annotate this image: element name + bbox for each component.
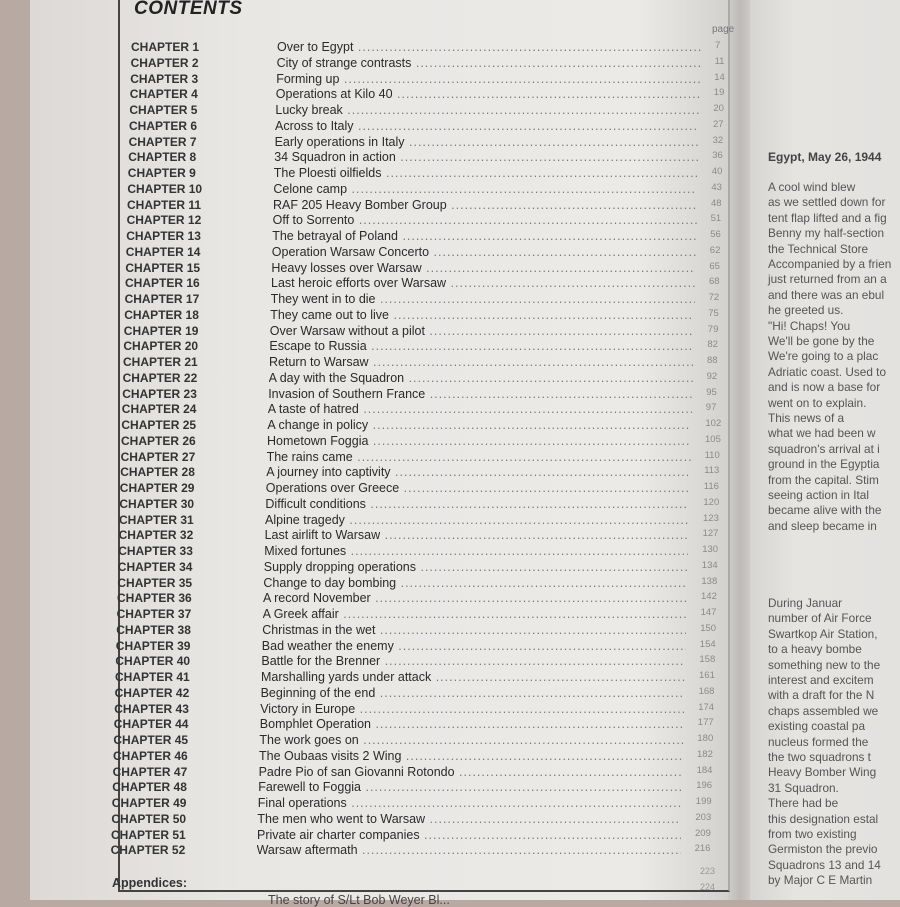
chapter-title: A change in policy ..... [267,418,691,432]
body-text-line: "Hi! Chaps! You [768,318,851,333]
body-text-line: by Major C E Martin [768,873,873,888]
chapter-title: 34 Squadron in action ..... [274,150,698,164]
body-text-line: from two existing [768,827,857,841]
chapter-label: CHAPTER 21 [123,355,198,369]
chapter-label: CHAPTER 45 [113,733,189,747]
chapter-page: 120 [703,496,720,508]
chapter-page: 158 [699,654,716,666]
toc-row [116,639,716,655]
chapter-page: 127 [702,528,719,540]
toc-row [120,481,720,497]
chapter-label: CHAPTER 22 [122,370,198,385]
appendix-page: 224 [700,882,716,892]
page-column-header: page [712,24,735,35]
chapter-page: 32 [712,134,724,146]
toc-row [112,780,712,796]
body-text-line: this designation estal [768,811,879,826]
chapter-label: CHAPTER 5 [129,103,198,117]
chapter-page: 19 [713,87,725,99]
toc-row [127,213,727,229]
toc-row [120,465,720,481]
toc-row [129,103,729,119]
toc-row [118,544,718,560]
chapter-label: CHAPTER 7 [128,134,197,149]
toc-row [124,308,724,324]
chapter-title: Farewell to Foggia ..... [258,780,682,794]
toc-row [117,576,717,592]
chapter-label: CHAPTER 51 [111,827,186,842]
chapter-label: CHAPTER 50 [111,811,187,826]
chapter-page: 27 [713,118,724,130]
body-text-line: We're going to a plac [768,349,879,364]
toc-row [123,339,723,355]
chapter-page: 102 [705,418,722,429]
chapter-title: Victory in Europe ..... [260,702,684,716]
toc-row [130,72,730,88]
chapter-title: Invasion of Southern France ..... [268,387,692,401]
toc-row [121,418,721,434]
body-text-line: seeing action in Ital [768,488,869,502]
toc-row [126,229,726,245]
chapter-title: Alpine tragedy ..... [265,513,689,527]
chapter-label: CHAPTER 39 [115,638,191,653]
chapter-page: 97 [705,402,717,414]
chapter-page: 113 [704,465,720,477]
chapter-label: CHAPTER 29 [119,481,195,495]
chapter-title: Over to Egypt ..... [277,40,701,54]
chapter-page: 150 [700,622,717,634]
chapter-page: 72 [708,292,720,303]
contents-heading: CONTENTS [134,0,243,19]
chapter-label: CHAPTER 8 [128,150,197,165]
body-text-line: to a heavy bombe [768,642,862,657]
toc-row [114,717,714,733]
chapter-label: CHAPTER 3 [130,71,199,86]
body-text-line: tent flap lifted and a fig [768,210,887,225]
chapter-page: 161 [699,670,715,681]
body-text-line: the Technical Store [768,241,869,256]
body-text-line: became alive with the [768,503,882,518]
chapter-page: 184 [696,764,713,776]
chapter-label: CHAPTER 16 [125,276,200,291]
toc-row [131,40,731,56]
chapter-title: Lucky break ..... [275,103,699,117]
body-text-line: and sleep became in [768,518,877,533]
body-text-line: and is now a base for [768,380,881,395]
chapter-label: CHAPTER 35 [117,575,193,590]
chapter-title: Marshalling yards under attack ..... [261,670,685,684]
chapter-title: Padre Pio of san Giovanni Rotondo ..... [259,765,683,779]
chapter-title: Heavy losses over Warsaw ..... [271,261,695,275]
chapter-label: CHAPTER 9 [127,166,196,180]
chapter-page: 82 [707,339,718,351]
chapter-label: CHAPTER 20 [123,339,199,354]
chapter-label: CHAPTER 44 [113,717,189,732]
toc-row [113,749,713,765]
toc-row [115,654,715,670]
toc-row [115,686,715,702]
chapter-page: 36 [712,150,723,162]
body-text-line: went on to explain. [768,395,867,410]
chapter-page: 154 [699,638,716,650]
toc-row [123,355,723,371]
chapter-title: Over Warsaw without a pilot ..... [270,324,694,338]
body-text-line: 31 Squadron. [768,780,839,795]
appendices-label: Appendices: [112,876,188,890]
body-text-line: Accompanied by a frien [768,257,892,271]
chapter-label: CHAPTER 31 [119,512,194,527]
chapter-title: Private air charter companies ..... [257,828,681,842]
chapter-page: 168 [698,685,715,697]
chapter-label: CHAPTER 18 [124,307,199,322]
toc-row [112,796,712,812]
chapter-title: Beginning of the end ..... [261,686,685,700]
chapter-page: 130 [702,544,719,555]
chapter-title: Warsaw aftermath ..... [257,843,681,857]
chapter-page: 75 [708,307,719,319]
chapter-label: CHAPTER 38 [116,622,191,637]
toc-row [125,292,725,308]
chapter-page: 142 [701,591,717,603]
toc-row [121,450,721,466]
chapter-label: CHAPTER 40 [115,654,191,669]
chapter-page: 123 [703,512,719,524]
chapter-title: A day with the Squadron ..... [269,371,693,385]
toc-row [125,276,725,292]
chapter-title: The betrayal of Poland ..... [272,229,696,243]
chapter-page: 65 [709,260,720,272]
chapter-page: 56 [710,229,721,240]
chapter-title: Change to day bombing ..... [263,576,687,590]
toc-row [111,843,711,859]
body-text-line: There had be [768,796,839,811]
chapter-page: 209 [695,827,711,839]
chapter-title: Bomphlet Operation ..... [260,717,684,731]
chapter-label: CHAPTER 24 [121,402,197,417]
chapter-label: CHAPTER 41 [115,670,190,684]
body-text-line: chaps assembled we [768,703,879,718]
toc-row [127,182,727,198]
chapter-page: 68 [709,276,720,288]
chapter-label: CHAPTER 14 [125,244,201,259]
toc-row [129,135,729,151]
chapter-page: 14 [714,71,725,83]
chapter-title: A journey into captivity ..... [266,465,690,479]
body-text-line: Benny my half-section [768,226,885,241]
chapter-page: 196 [696,780,713,792]
chapter-title: Operation Warsaw Concerto ..... [272,245,696,259]
toc-row [130,87,730,103]
chapter-page: 40 [711,166,723,177]
chapter-label: CHAPTER 47 [112,764,188,779]
chapter-page: 199 [695,796,712,807]
chapter-label: CHAPTER 48 [112,780,187,795]
chapter-label: CHAPTER 11 [127,197,202,212]
chapter-title: The rains came ..... [267,450,691,464]
chapter-label: CHAPTER 36 [117,591,192,606]
chapter-title: Escape to Russia ..... [269,339,693,353]
toc-row [122,402,722,418]
toc-row [114,702,714,718]
chapter-title: Supply dropping operations ..... [264,560,688,574]
toc-row [125,261,725,277]
chapter-page: 11 [714,55,725,67]
body-text-line: with a draft for the N [768,688,875,703]
chapter-title: Early operations in Italy ..... [275,135,699,149]
body-text-line: existing coastal pa [768,719,866,734]
chapter-title: The Oubaas visits 2 Wing ..... [259,749,683,763]
chapter-title: A taste of hatred ..... [268,402,692,416]
chapter-label: CHAPTER 2 [130,55,199,70]
toc-row [121,434,721,450]
chapter-title: Final operations ..... [258,796,682,810]
chapter-label: CHAPTER 4 [129,87,198,102]
chapter-title: Operations over Greece ..... [266,481,690,495]
body-text-line: just returned from an a [768,272,887,287]
chapter-title: They came out to live ..... [270,308,694,322]
body-text-line: what we had been w [768,426,876,441]
chapter-title: Battle for the Brenner ..... [261,654,685,668]
chapter-title: Across to Italy ..... [275,119,699,133]
toc-row [118,560,718,576]
chapter-title: Bad weather the enemy ..... [262,639,686,653]
toc-row [123,371,723,387]
chapter-label: CHAPTER 15 [125,260,201,275]
body-text-line: and there was an ebul [768,287,885,302]
toc-row [115,670,715,686]
chapter-label: CHAPTER 33 [118,544,193,558]
chapter-label: CHAPTER 34 [117,559,193,574]
chapter-title: City of strange contrasts ..... [277,56,701,70]
chapter-label: CHAPTER 32 [118,528,194,543]
chapter-title: Difficult conditions ..... [265,497,689,511]
chapter-title: A record November ..... [263,591,687,605]
chapter-label: CHAPTER 10 [127,181,203,196]
body-text-line: We'll be gone by the [768,334,875,348]
body-text-line: the two squadrons t [768,750,871,764]
chapter-label: CHAPTER 6 [129,118,198,133]
toc-row [126,245,726,261]
body-text-line: as we settled down for [768,195,886,210]
toc-row [116,623,716,639]
chapter-title: A Greek affair ..... [263,607,687,621]
chapter-title: The men who went to Warsaw ..... [257,812,681,826]
toc-row [124,324,724,340]
chapter-title: RAF 205 Heavy Bomber Group ..... [273,198,697,212]
chapter-page: 110 [704,449,720,461]
toc-row [119,528,719,544]
body-text-line: nucleus formed the [768,734,869,749]
chapter-page: 177 [697,717,714,729]
chapter-label: CHAPTER 52 [110,843,186,858]
chapter-label: CHAPTER 27 [120,449,196,464]
chapter-label: CHAPTER 23 [122,386,197,401]
chapter-label: CHAPTER 12 [126,213,202,228]
chapter-label: CHAPTER 30 [119,496,195,511]
toc-row [128,150,728,166]
chapter-page: 147 [700,607,717,618]
chapter-title: Christmas in the wet ..... [262,623,686,637]
chapter-page: 62 [709,244,721,256]
chapter-title: They went in to die ..... [271,292,695,306]
chapter-page: 174 [698,701,715,713]
body-text-line: squadron's arrival at i [768,441,880,456]
body-text-line: Adriatic coast. Used to [768,364,887,379]
chapter-page: 116 [703,481,719,492]
chapter-title: Hometown Foggia ..... [267,434,691,448]
chapter-page: 48 [711,197,722,209]
chapter-title: Forming up ..... [276,72,700,86]
body-text-line: Swartkop Air Station, [768,626,878,641]
appendix-item: The story of S/Lt Bob Weyer Bl... [268,893,450,907]
chapter-page: 203 [695,811,712,823]
right-page [750,0,900,900]
chapter-label: CHAPTER 46 [113,748,188,763]
body-text-line: something new to the [768,657,881,672]
chapter-label: CHAPTER 17 [124,292,200,306]
chapter-label: CHAPTER 1 [131,40,200,54]
body-text-line: number of Air Force [768,611,872,626]
toc-row [117,607,717,623]
body-text-line: Squadrons 13 and 14 [768,857,881,872]
body-text-line: This news of a [768,411,845,425]
chapter-label: CHAPTER 19 [123,323,199,338]
chapter-title: Off to Sorrento ..... [273,213,697,227]
toc-row [131,56,731,72]
chapter-page: 92 [706,370,718,382]
chapter-page: 134 [701,559,718,571]
body-text-line: During Januar [768,596,843,610]
toc-row [113,765,713,781]
toc-row [119,497,719,513]
body-text-line: he greeted us. [768,303,844,318]
chapter-title: Celone camp ..... [273,182,697,196]
body-text-line: from the capital. Stim [768,472,879,487]
toc-row [122,387,722,403]
toc-row [127,198,727,214]
chapter-title: The Ploesti oilfields ..... [274,166,698,180]
chapter-label: CHAPTER 37 [116,607,192,621]
chapter-label: CHAPTER 25 [121,418,197,432]
chapter-label: CHAPTER 13 [126,229,201,243]
chapter-page: 95 [706,386,717,398]
chapter-page: 180 [697,733,714,744]
chapter-page: 43 [711,181,722,193]
chapter-page: 20 [713,103,724,114]
toc-row [111,812,711,828]
toc-row [113,733,713,749]
body-text-line: Heavy Bomber Wing [768,765,877,780]
chapter-page: 79 [707,323,719,335]
chapter-page: 138 [701,575,718,587]
chapter-page: 182 [697,748,713,760]
chapter-page: 216 [694,843,711,855]
body-text-line: interest and excitem [768,673,874,687]
body-text-line: A cool wind blew [768,180,856,194]
chapter-title: Mixed fortunes ..... [264,544,688,558]
chapter-label: CHAPTER 42 [114,685,190,700]
toc-row [129,119,729,135]
chapter-title: Last airlift to Warsaw ..... [265,528,689,542]
chapter-heading: Egypt, May 26, 1944 [768,150,882,164]
chapter-title: Return to Warsaw ..... [269,355,693,369]
chapter-page: 7 [715,40,721,51]
chapter-label: CHAPTER 26 [121,433,196,448]
chapter-page: 105 [705,433,721,445]
chapter-title: Operations at Kilo 40 ..... [276,87,700,101]
appendix-page: 223 [700,866,716,876]
toc-row [119,513,719,529]
chapter-label: CHAPTER 28 [120,465,195,480]
chapter-label: CHAPTER 49 [111,796,187,810]
toc-row [111,828,711,844]
chapter-title: The work goes on ..... [259,733,683,747]
toc-row [128,166,728,182]
chapter-page: 88 [707,355,718,366]
toc-row [117,591,717,607]
chapter-page: 51 [710,213,722,225]
chapter-label: CHAPTER 43 [114,701,189,716]
body-text-line: Germiston the previo [768,842,878,857]
body-text-line: ground in the Egyptia [768,457,880,472]
chapter-title: Last heroic efforts over Warsaw ..... [271,276,695,290]
